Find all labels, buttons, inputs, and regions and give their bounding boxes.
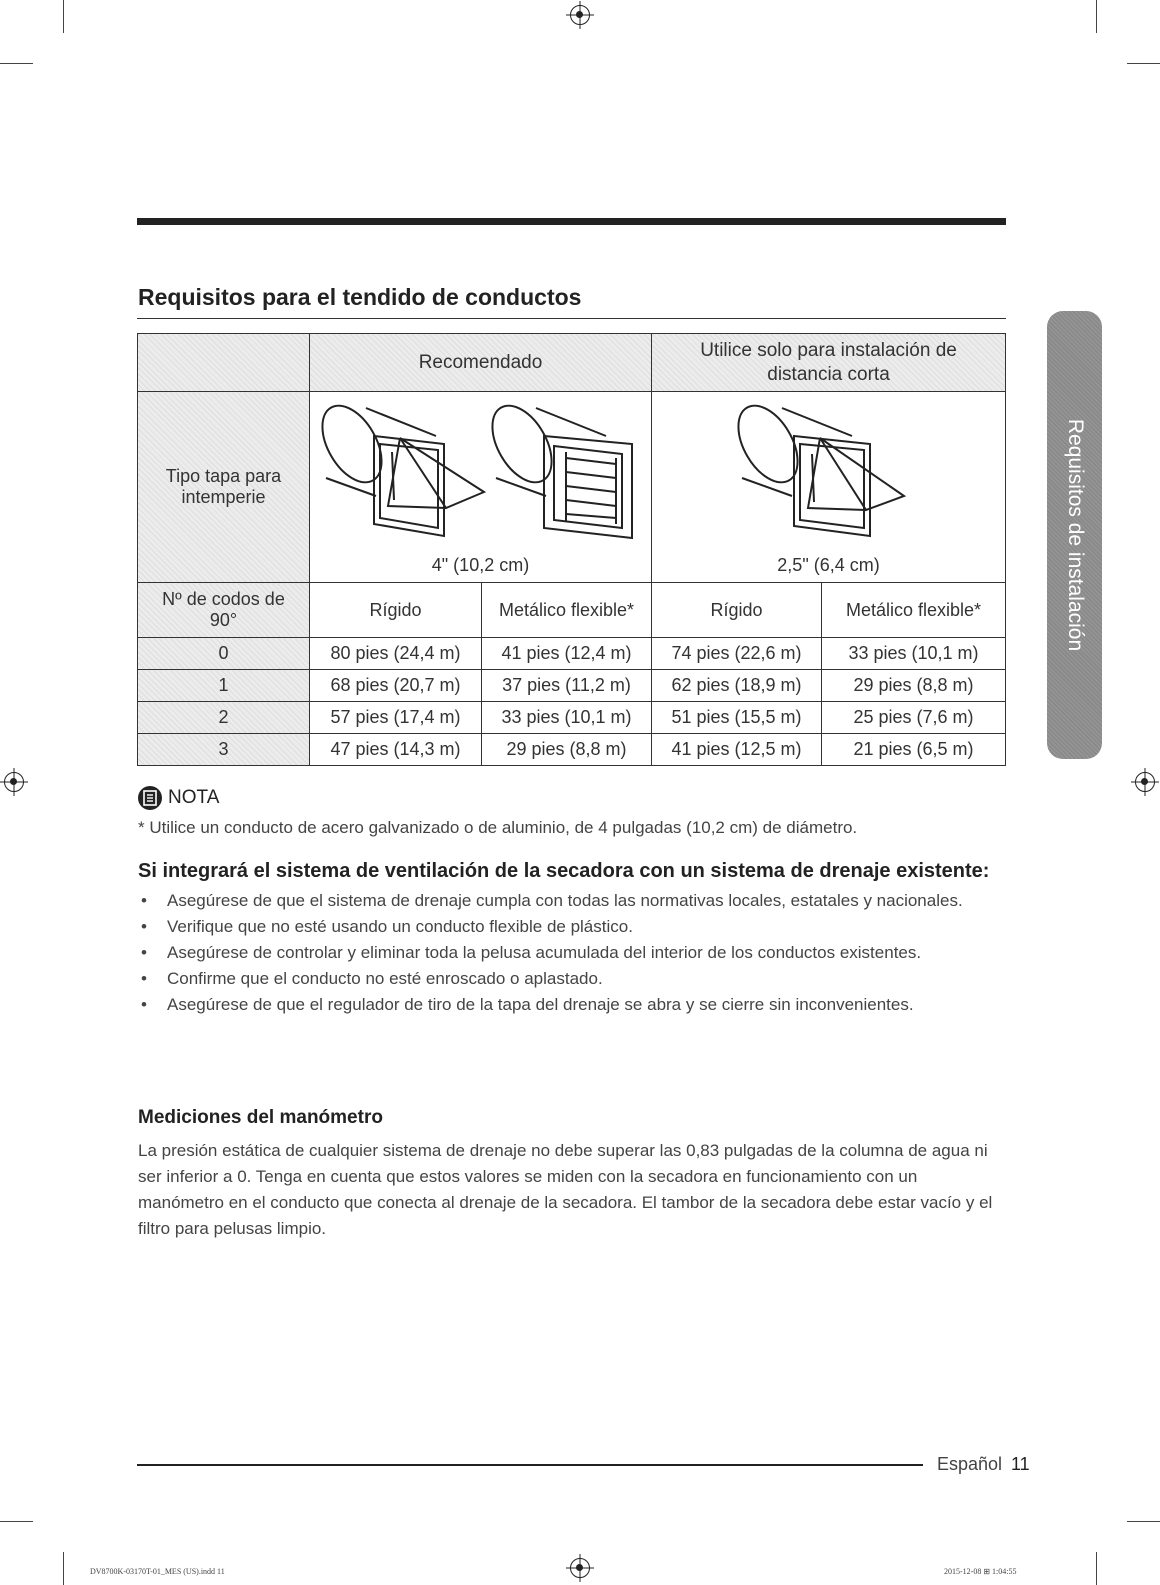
drain-heading: Si integrará el sistema de ventilación de la secadora con un sistema de drenaje existente: <box>138 860 990 882</box>
table-corner-cell <box>138 334 310 392</box>
crop-mark <box>1127 63 1160 64</box>
table-cell: 25 pies (7,6 m) <box>822 702 1006 734</box>
duct-requirements-table <box>137 333 1006 766</box>
crop-mark <box>0 63 33 64</box>
header-recommended: Recomendado <box>310 334 652 392</box>
elbows-label: Nº de codos de 90° <box>138 583 310 638</box>
note-text: * Utilice un conducto de acero galvanizado o de aluminio, de 4 pulgadas (10,2 cm) de diámetro. <box>138 818 858 837</box>
chapter-side-tab-label: Requisitos de instalación <box>1063 418 1087 652</box>
small-hood-vent-cap-icon <box>732 396 912 544</box>
elbow-count: 1 <box>138 670 310 702</box>
elbow-count: 3 <box>138 734 310 766</box>
list-item: • Asegúrese de controlar y eliminar toda la pelusa acumulada del interior de los conductos existentes. <box>138 940 1008 966</box>
crop-mark <box>1127 1521 1160 1522</box>
top-rule <box>137 218 1006 225</box>
col-label: Metálico flexible* <box>482 583 652 638</box>
list-item: • Asegúrese de que el regulador de tiro de la tapa del drenaje se abra y se cierre sin inconvenientes. <box>138 992 1008 1018</box>
table-cell: 41 pies (12,5 m) <box>652 734 822 766</box>
manometer-text: La presión estática de cualquier sistema de drenaje no debe superar las 0,83 pulgadas de la columna de agua ni ser inferior a 0. Tenga en cuenta que estos valores se miden con la secadora en funcionamiento con un manómetro en el conducto que conecta al drenaje de la secadora. El tambor de la secadora debe estar vacío y el filtro para pelusas limpio. <box>138 1141 993 1238</box>
elbow-count: 2 <box>138 702 310 734</box>
col-label: Rígido <box>310 583 482 638</box>
table-cell: 68 pies (20,7 m) <box>310 670 482 702</box>
crop-mark <box>63 0 64 33</box>
table-cell: 37 pies (11,2 m) <box>482 670 652 702</box>
table-cell: 80 pies (24,4 m) <box>310 638 482 670</box>
drain-bullet-list <box>138 888 1008 1018</box>
table-cell: 47 pies (14,3 m) <box>310 734 482 766</box>
note-icon <box>138 786 162 810</box>
registration-mark-icon <box>570 1558 590 1578</box>
col-label: Rígido <box>652 583 822 638</box>
table-cell: 62 pies (18,9 m) <box>652 670 822 702</box>
header-short-distance: Utilice solo para instalación de distancia corta <box>652 334 1006 392</box>
table-row <box>138 638 1006 670</box>
page-number: 11 <box>1011 1454 1030 1474</box>
crop-mark <box>63 1552 64 1585</box>
table-row <box>138 702 1006 734</box>
table-cell: 29 pies (8,8 m) <box>482 734 652 766</box>
cap-type-label: Tipo tapa para intemperie <box>138 392 310 583</box>
table-row <box>138 734 1006 766</box>
table-cell: 21 pies (6,5 m) <box>822 734 1006 766</box>
table-cell: 51 pies (15,5 m) <box>652 702 822 734</box>
hood-vent-cap-icon <box>316 396 646 544</box>
short-distance-size: 2,5" (6,4 cm) <box>777 555 880 575</box>
table-row <box>138 670 1006 702</box>
print-slug-file: DV8700K-03170T-01_MES (US).indd 11 <box>90 1567 225 1576</box>
title-rule <box>137 318 1006 319</box>
registration-mark-icon <box>4 772 24 792</box>
table-cell: 29 pies (8,8 m) <box>822 670 1006 702</box>
list-item: • Asegúrese de que el sistema de drenaje cumpla con todas las normativas locales, estatales y nacionales. <box>138 888 1008 914</box>
note-header <box>138 786 219 810</box>
recommended-size: 4" (10,2 cm) <box>431 555 530 575</box>
crop-mark <box>0 1521 33 1522</box>
footer-language: Español <box>937 1454 1003 1474</box>
table-cell: 41 pies (12,4 m) <box>482 638 652 670</box>
print-slug-date: 2015-12-08 ⊞ 1:04:55 <box>944 1567 1017 1576</box>
col-label: Metálico flexible* <box>822 583 1006 638</box>
table-cell: 33 pies (10,1 m) <box>482 702 652 734</box>
crop-mark <box>1096 1552 1097 1585</box>
registration-mark-icon <box>1135 772 1155 792</box>
table-cell: 57 pies (17,4 m) <box>310 702 482 734</box>
crop-mark <box>1096 0 1097 33</box>
short-distance-vent-image <box>652 392 1006 583</box>
section-title: Requisitos para el tendido de conductos <box>138 284 582 310</box>
list-item: • Verifique que no esté usando un conducto flexible de plástico. <box>138 914 1008 940</box>
footer-rule <box>137 1464 923 1466</box>
recommended-vent-images <box>310 392 652 583</box>
registration-mark-icon <box>570 5 590 25</box>
list-item: • Confirme que el conducto no esté enroscado o aplastado. <box>138 966 1008 992</box>
elbow-count: 0 <box>138 638 310 670</box>
table-cell: 74 pies (22,6 m) <box>652 638 822 670</box>
chapter-side-tab <box>1047 311 1102 759</box>
manometer-heading: Mediciones del manómetro <box>138 1107 383 1128</box>
note-label: NOTA <box>168 787 220 808</box>
table-cell: 33 pies (10,1 m) <box>822 638 1006 670</box>
